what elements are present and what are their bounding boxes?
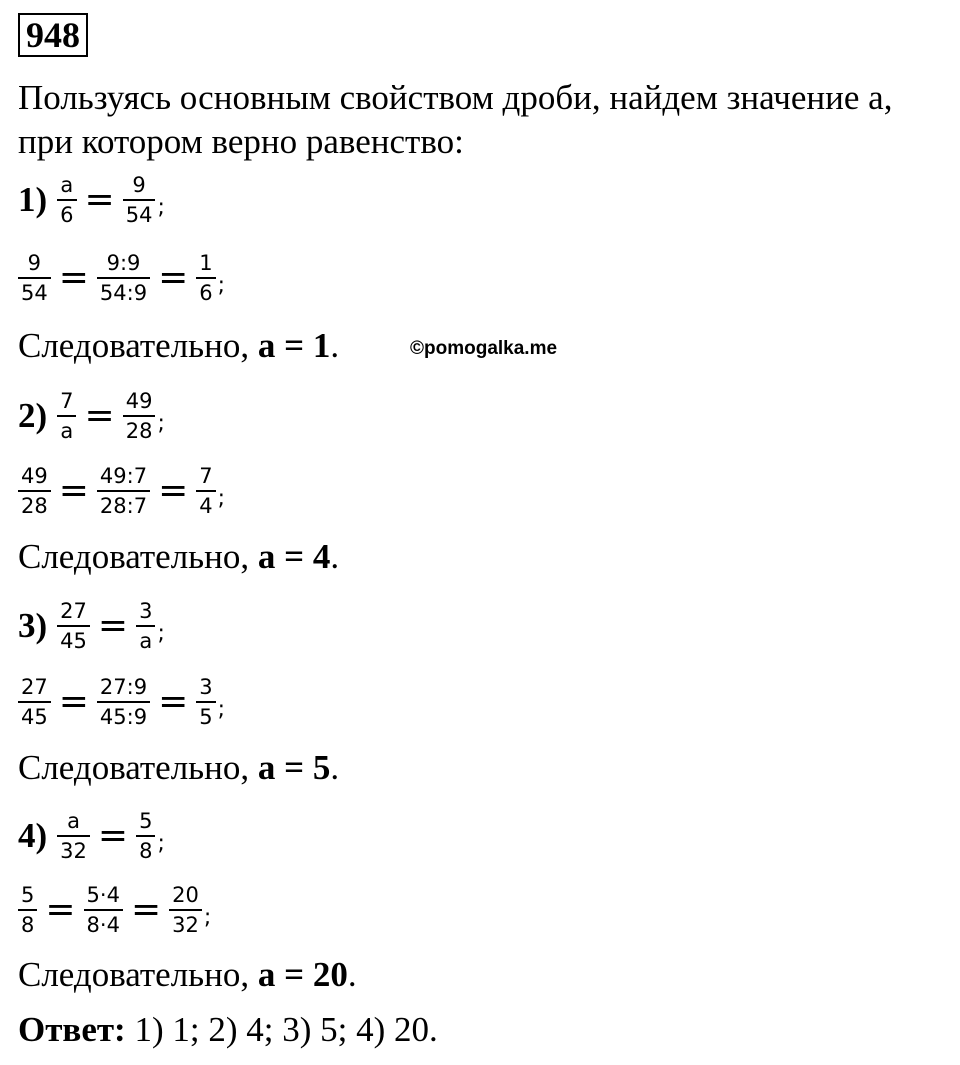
watermark: ©pomogalka.me: [410, 338, 558, 359]
fraction: $\frac{5}{8}$: [136, 808, 155, 864]
equals-sign: =: [158, 470, 189, 511]
fraction: $\frac{49}{28}$: [18, 463, 51, 519]
step-1-chain: [18, 250, 225, 306]
step-4-given: [18, 808, 165, 864]
fraction: $\frac{a}{32}$: [57, 808, 90, 864]
fraction: $\frac{5\cdot 4}{8\cdot 4}$: [84, 882, 123, 938]
semicolon: ;: [157, 195, 165, 220]
fraction: $\frac{27}{45}$: [18, 674, 51, 730]
equals-sign: =: [84, 395, 115, 436]
step-label: 3): [18, 606, 48, 645]
fraction: $\frac{a}{6}$: [57, 172, 76, 228]
problem-number: 948: [18, 13, 88, 57]
answer-label: Ответ:: [18, 1010, 126, 1049]
semicolon: ;: [157, 621, 165, 646]
fraction: $\frac{9}{54}$: [123, 172, 156, 228]
step-3-chain: [18, 674, 225, 730]
result-value: а = 1: [257, 326, 331, 365]
semicolon: ;: [203, 905, 212, 930]
equals-sign: =: [58, 257, 89, 298]
step-1-result: Следовательно, а = 1 .: [18, 326, 340, 365]
equals-sign: =: [97, 605, 129, 646]
fraction: $\frac{49}{28}$: [123, 388, 156, 444]
answer-text: 1) 1; 2) 4; 3) 5; 4) 20.: [125, 1010, 438, 1049]
answer-line: [18, 1010, 438, 1050]
result-value: а = 20: [257, 955, 348, 994]
result-value: а = 5: [257, 748, 331, 787]
fraction: $\frac{7}{a}$: [57, 388, 76, 444]
semicolon: ;: [157, 411, 165, 436]
step-2-chain: [18, 463, 225, 519]
equals-sign: =: [45, 889, 76, 930]
result-value: а = 4: [257, 537, 331, 576]
fraction: $\frac{27:9}{45:9}$: [97, 674, 150, 730]
fraction: $\frac{1}{6}$: [196, 250, 215, 306]
step-4-chain: [18, 882, 211, 938]
fraction: $\frac{3}{a}$: [136, 598, 155, 654]
step-1-given: [18, 172, 165, 228]
fraction: $\frac{20}{32}$: [169, 882, 202, 938]
fraction: $\frac{7}{4}$: [196, 463, 215, 519]
semicolon: ;: [217, 273, 226, 298]
equals-sign: =: [130, 889, 162, 930]
step-3-given: [18, 598, 165, 654]
equals-sign: =: [84, 179, 115, 220]
step-label: 4): [18, 816, 48, 855]
fraction: $\frac{3}{5}$: [196, 674, 215, 730]
semicolon: ;: [157, 831, 165, 856]
semicolon: ;: [217, 697, 226, 722]
equals-sign: =: [158, 257, 189, 298]
fraction: $\frac{27}{45}$: [57, 598, 90, 654]
step-label: 2): [18, 396, 48, 435]
fraction: $\frac{9}{54}$: [18, 250, 51, 306]
equals-sign: =: [58, 470, 89, 511]
fraction: $\frac{5}{8}$: [18, 882, 37, 938]
intro-text: Пользуясь основным свойством дроби, найдем значение а, при котором верно равенство:: [18, 78, 893, 161]
step-label: 1): [18, 180, 48, 219]
equals-sign: =: [158, 681, 189, 722]
step-2-result: Следовательно, а = 4 .: [18, 537, 340, 576]
step-4-result: Следовательно, а = 20 .: [18, 955, 357, 994]
fraction: $\frac{9:9}{54:9}$: [97, 250, 150, 306]
step-2-given: [18, 388, 165, 444]
semicolon: ;: [217, 486, 226, 511]
step-3-result: Следовательно, а = 5 .: [18, 748, 340, 787]
equals-sign: =: [97, 815, 129, 856]
equals-sign: =: [58, 681, 89, 722]
fraction: $\frac{49:7}{28:7}$: [97, 463, 150, 519]
